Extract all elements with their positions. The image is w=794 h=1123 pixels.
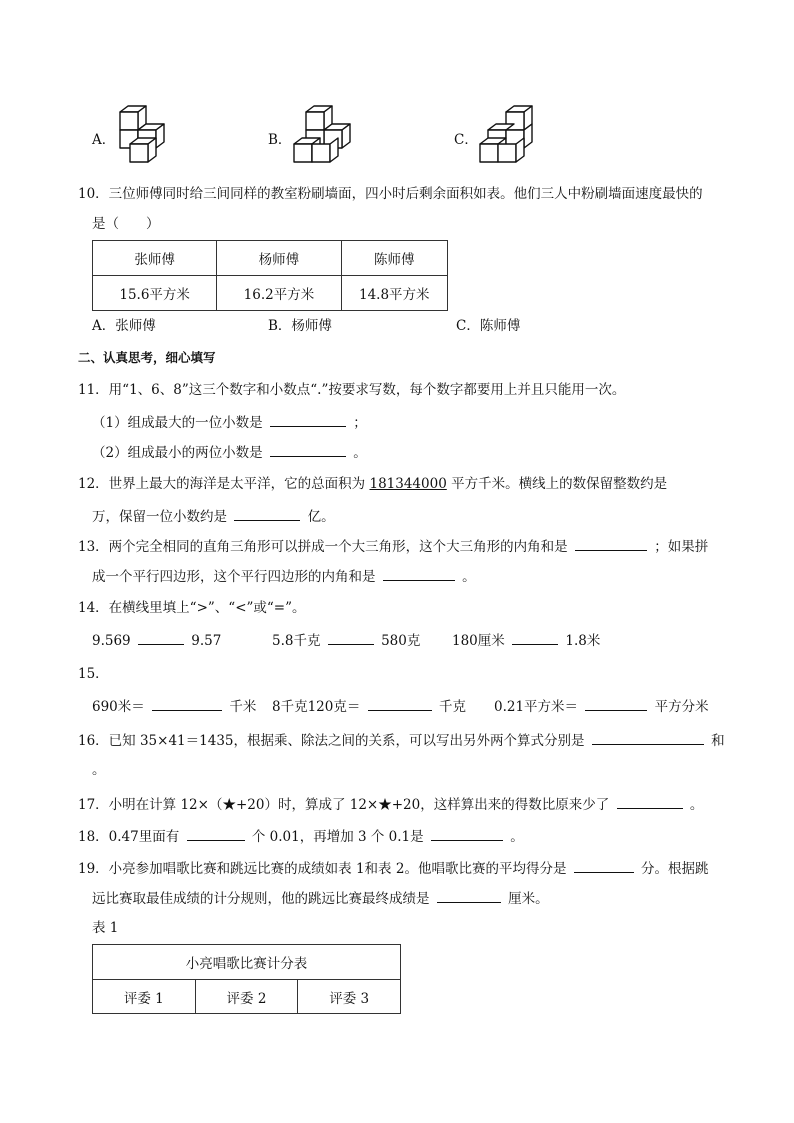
q12-text-a: 12．世界上最大的海洋是太平洋，它的总面积为: [78, 476, 366, 492]
q14-item-3-blank[interactable]: [512, 630, 558, 645]
q15-item-1: [92, 696, 256, 717]
q9-option-c-label: C．: [454, 132, 478, 148]
q19-line2: [92, 888, 549, 909]
q13-answer-blank-1[interactable]: [575, 536, 647, 551]
q19-line2-text-b: 厘米。: [508, 891, 549, 907]
q12-line2-text-a: 万，保留一位小数约是: [92, 509, 227, 525]
q10-option-b: B．杨师傅: [268, 318, 332, 334]
q17-text-b: 。: [689, 797, 704, 813]
q14-item-1-blank[interactable]: [138, 630, 184, 645]
q11-sub2-text: （2）组成最小的两位小数是: [92, 445, 263, 461]
q14-item-2-left: 5.8千克: [272, 633, 321, 649]
q19-text-a: 19．小亮参加唱歌比赛和跳远比赛的成绩如表 1和表 2。他唱歌比赛的平均得分是: [78, 861, 567, 877]
q15-item-1-left: 690米＝: [92, 699, 145, 715]
q10-table-cell: 15.6平方米: [93, 276, 217, 311]
q14-stem: 14．在横线里填上“>”、“<”或“=”。: [78, 600, 306, 616]
q15-item-2: [272, 696, 466, 717]
section-2-heading: 二、认真思考，细心填写: [78, 350, 216, 365]
cube-stack-option-a-icon: [116, 104, 172, 166]
q11-sub2-end: 。: [353, 445, 367, 461]
q14-item-1: [92, 630, 221, 651]
q16-answer-blank[interactable]: [592, 730, 704, 745]
q9-options: [92, 100, 612, 170]
q13-text-a: 13．两个完全相同的直角三角形可以拼成一个大三角形，这个大三角形的内角和是: [78, 539, 568, 555]
q17-text-a: 17．小明在计算 12×（★+20）时，算成了 12×★+20，这样算出来的得数比原来少了: [78, 797, 610, 813]
q10-line2: 是（ ）: [92, 216, 160, 232]
q14-item-3-right: 1.8米: [565, 633, 601, 649]
q19-table: [92, 944, 401, 1014]
q10-table-cell: 16.2平方米: [217, 276, 341, 311]
q15-item-3-right: 平方分米: [654, 699, 709, 715]
q10-option-c: C．陈师傅: [456, 318, 521, 334]
q18-text-b: 个 0.01，再增加 3 个 0.1是: [251, 829, 424, 845]
q18-text-c: 。: [510, 829, 524, 845]
q19-text-b: 分。根据跳: [641, 861, 709, 877]
q14-item-1-right: 9.57: [191, 633, 222, 649]
q18-text-a: 18．0.47里面有: [78, 829, 180, 845]
q19-line2-text-a: 远比赛取最佳成绩的计分规则，他的跳远比赛最终成绩是: [92, 891, 430, 907]
q11-sub1: [92, 412, 367, 433]
q13-line2-text-b: 。: [462, 569, 476, 585]
q11-sub1-text: （1）组成最大的一位小数是: [92, 415, 263, 431]
q14-item-3: [452, 630, 600, 651]
q19-table-header: 评委 3: [298, 980, 401, 1014]
q10-table-header: 杨师傅: [217, 241, 341, 276]
q14-item-2-right: 580克: [381, 633, 421, 649]
q12-underlined-number: 181344000: [369, 476, 447, 492]
q19-table-label: 表 1: [92, 920, 119, 936]
q10-table: [92, 240, 448, 311]
cube-stack-option-c-icon: [478, 104, 538, 166]
q10-table-cell: 14.8平方米: [341, 276, 447, 311]
q15-item-1-blank[interactable]: [152, 696, 222, 711]
q14-item-2: [272, 630, 420, 651]
q15-item-2-right: 千克: [438, 699, 466, 715]
q14-item-2-blank[interactable]: [328, 630, 374, 645]
q10-table-header: 陈师傅: [341, 241, 447, 276]
q12-answer-blank[interactable]: [234, 506, 300, 521]
q10-line1: 10．三位师傅同时给三间同样的教室粉刷墙面，四小时后剩余面积如表。他们三人中粉刷墙面速度最快的: [78, 186, 703, 202]
q19-table-title: 小亮唱歌比赛计分表: [93, 945, 401, 980]
q9-option-b-label: B．: [268, 132, 292, 148]
q12-line2: [92, 506, 335, 527]
q9-option-a-label: A．: [92, 132, 116, 148]
q11-sub2: [92, 442, 367, 463]
q13-text-b: ；如果拼: [654, 539, 709, 555]
q11-stem: 11．用“1、6、8”这三个数字和小数点“.”按要求写数，每个数字都要用上并且只能用一次。: [78, 382, 626, 398]
q15-item-2-left: 8千克120克＝: [272, 699, 361, 715]
q13-line2-text-a: 成一个平行四边形，这个平行四边形的内角和是: [92, 569, 376, 585]
q11-sub1-answer-blank[interactable]: [270, 412, 346, 427]
q15-item-3-left: 0.21平方米＝: [494, 699, 579, 715]
q13-answer-blank-2[interactable]: [383, 566, 455, 581]
q16-text-a: 16．已知 35×41＝1435，根据乘、除法之间的关系，可以写出另外两个算式分别是: [78, 733, 585, 749]
q15-item-2-blank[interactable]: [368, 696, 432, 711]
q14-item-1-left: 9.569: [92, 633, 131, 649]
q10-table-header: 张师傅: [93, 241, 217, 276]
q18-answer-blank-2[interactable]: [431, 826, 503, 841]
q11-sub1-end: ；: [353, 415, 367, 431]
q16-line1: [78, 730, 725, 751]
q12-line1: [78, 474, 667, 494]
q12-text-b: 平方千米。横线上的数保留整数约是: [451, 476, 668, 492]
q10-option-a: A．张师傅: [92, 318, 156, 334]
q19-table-header: 评委 1: [93, 980, 196, 1014]
q18-answer-blank-1[interactable]: [187, 826, 245, 841]
q15-item-3: [494, 696, 709, 717]
q19-line1: [78, 858, 709, 879]
q16-line2: 。: [92, 762, 106, 778]
q13-line2: [92, 566, 476, 587]
q13-line1: [78, 536, 708, 557]
q15-stem: 15．: [78, 666, 109, 682]
q12-line2-text-b: 亿。: [307, 509, 335, 525]
q19-table-header: 评委 2: [195, 980, 298, 1014]
q19-answer-blank-2[interactable]: [437, 888, 501, 903]
q15-item-3-blank[interactable]: [585, 696, 647, 711]
q16-text-b: 和: [711, 733, 725, 749]
q18-line: [78, 826, 524, 847]
cube-stack-option-b-icon: [292, 104, 358, 166]
q17-line: [78, 794, 703, 815]
q11-sub2-answer-blank[interactable]: [270, 442, 346, 457]
q17-answer-blank[interactable]: [617, 794, 683, 809]
q19-answer-blank-1[interactable]: [574, 858, 634, 873]
q15-item-1-right: 千米: [229, 699, 257, 715]
q14-item-3-left: 180厘米: [452, 633, 505, 649]
